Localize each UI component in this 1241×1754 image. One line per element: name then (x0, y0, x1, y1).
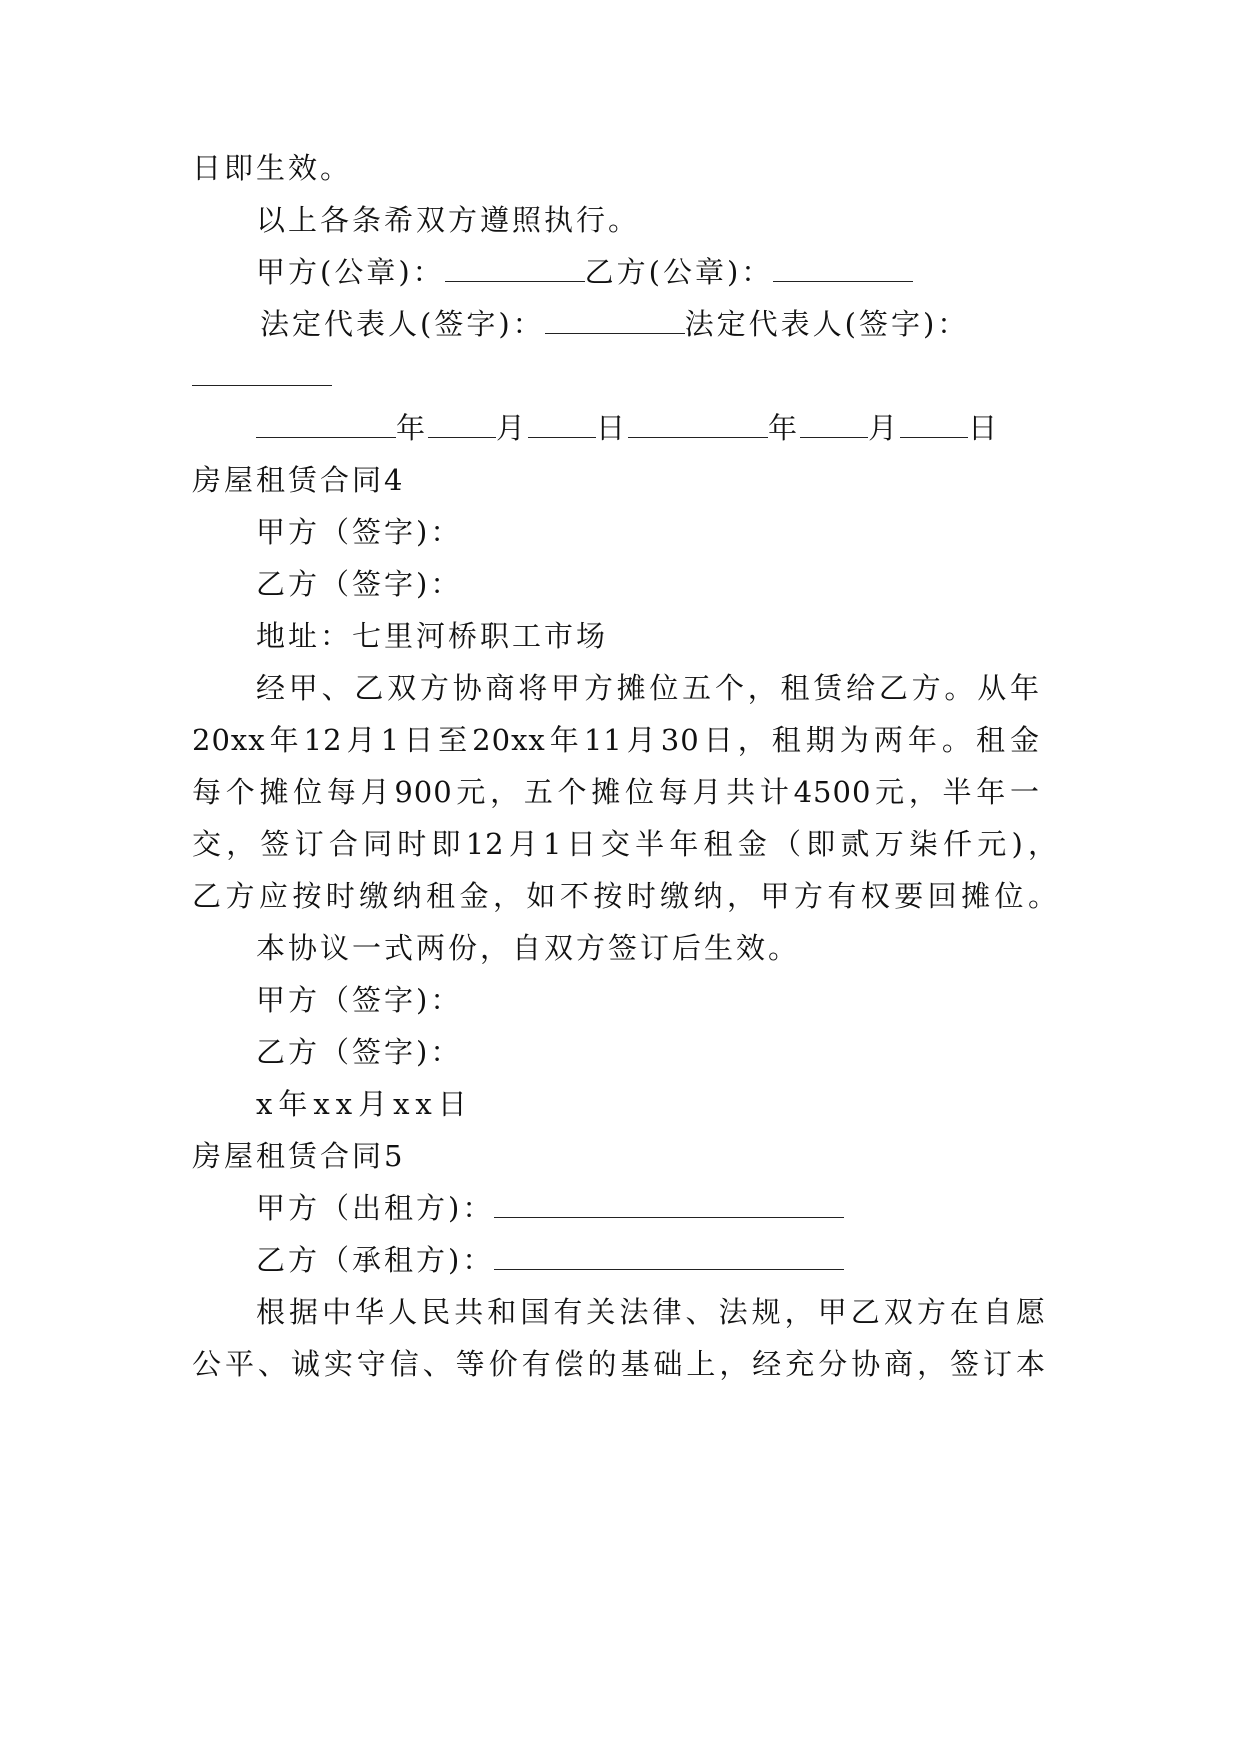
seal-a-label: 甲方(公章)： (256, 255, 445, 289)
seal-line (256, 254, 1136, 290)
agreement-line: 本协议一式两份，自双方签订后生效。 (256, 931, 801, 965)
rep-b-blank (192, 361, 332, 386)
paragraph-line: 乙方应按时缴纳租金，如不按时缴纳，甲方有权要回摊位。 (192, 879, 1058, 913)
paragraph-line: 20xx年12月1日至20xx年11月30日，租期为两年。租金 (192, 723, 1040, 757)
paragraph-line: 交，签订合同时即12月1日交半年租金（即贰万柒仟元)， (192, 827, 1058, 861)
seal-a-blank (445, 257, 585, 282)
party-b-sign: 乙方（签字)： (256, 567, 463, 601)
year-a-blank (256, 413, 396, 438)
lessee-label: 乙方（承租方)： (256, 1243, 495, 1277)
month-char: 月 (496, 411, 529, 445)
day-char: 日 (968, 411, 1001, 445)
text-line: 日即生效。 (192, 151, 353, 185)
date-text: x年xx月xx日 (256, 1087, 473, 1121)
text-line: 以上各条希双方遵照执行。 (256, 203, 641, 237)
representative-line (260, 306, 1140, 342)
lessor-line (256, 1190, 1136, 1226)
year-char: 年 (768, 411, 801, 445)
paragraph-line: 经甲、乙双方协商将甲方摊位五个，租赁给乙方。从年 (256, 671, 1040, 705)
section-title: 房屋租赁合同4 (192, 463, 406, 497)
lessee-line (256, 1242, 1136, 1278)
paragraph-line: 公平、诚实守信、等价有偿的基础上，经充分协商，签订本 (192, 1347, 1046, 1381)
party-a-sign: 甲方（签字)： (256, 983, 463, 1017)
lessor-blank (494, 1193, 844, 1218)
paragraph-line: 每个摊位每月900元，五个摊位每月共计4500元，半年一 (192, 775, 1040, 809)
lessee-blank (494, 1245, 844, 1270)
month-char: 月 (868, 411, 901, 445)
section-title: 房屋租赁合同5 (192, 1139, 406, 1173)
party-a-sign: 甲方（签字)： (256, 515, 463, 549)
seal-b-label: 乙方(公章)： (584, 255, 774, 289)
address-line: 地址：七里河桥职工市场 (256, 619, 609, 653)
rep-a-blank (545, 309, 685, 334)
seal-b-blank (773, 257, 913, 282)
paragraph-line: 根据中华人民共和国有关法律、法规，甲乙双方在自愿 (256, 1295, 1046, 1329)
month-a-blank (428, 413, 496, 438)
day-b-blank (900, 413, 968, 438)
party-b-sign: 乙方（签字)： (256, 1035, 463, 1069)
year-char: 年 (396, 411, 429, 445)
rep-a-label: 法定代表人(签字)： (260, 307, 545, 341)
date-line (256, 410, 1136, 446)
year-b-blank (628, 413, 768, 438)
rep-b-blank-line (192, 358, 1072, 394)
rep-b-label: 法定代表人(签字)： (684, 307, 970, 341)
day-char: 日 (596, 411, 629, 445)
day-a-blank (528, 413, 596, 438)
month-b-blank (800, 413, 868, 438)
lessor-label: 甲方（出租方)： (256, 1191, 495, 1225)
